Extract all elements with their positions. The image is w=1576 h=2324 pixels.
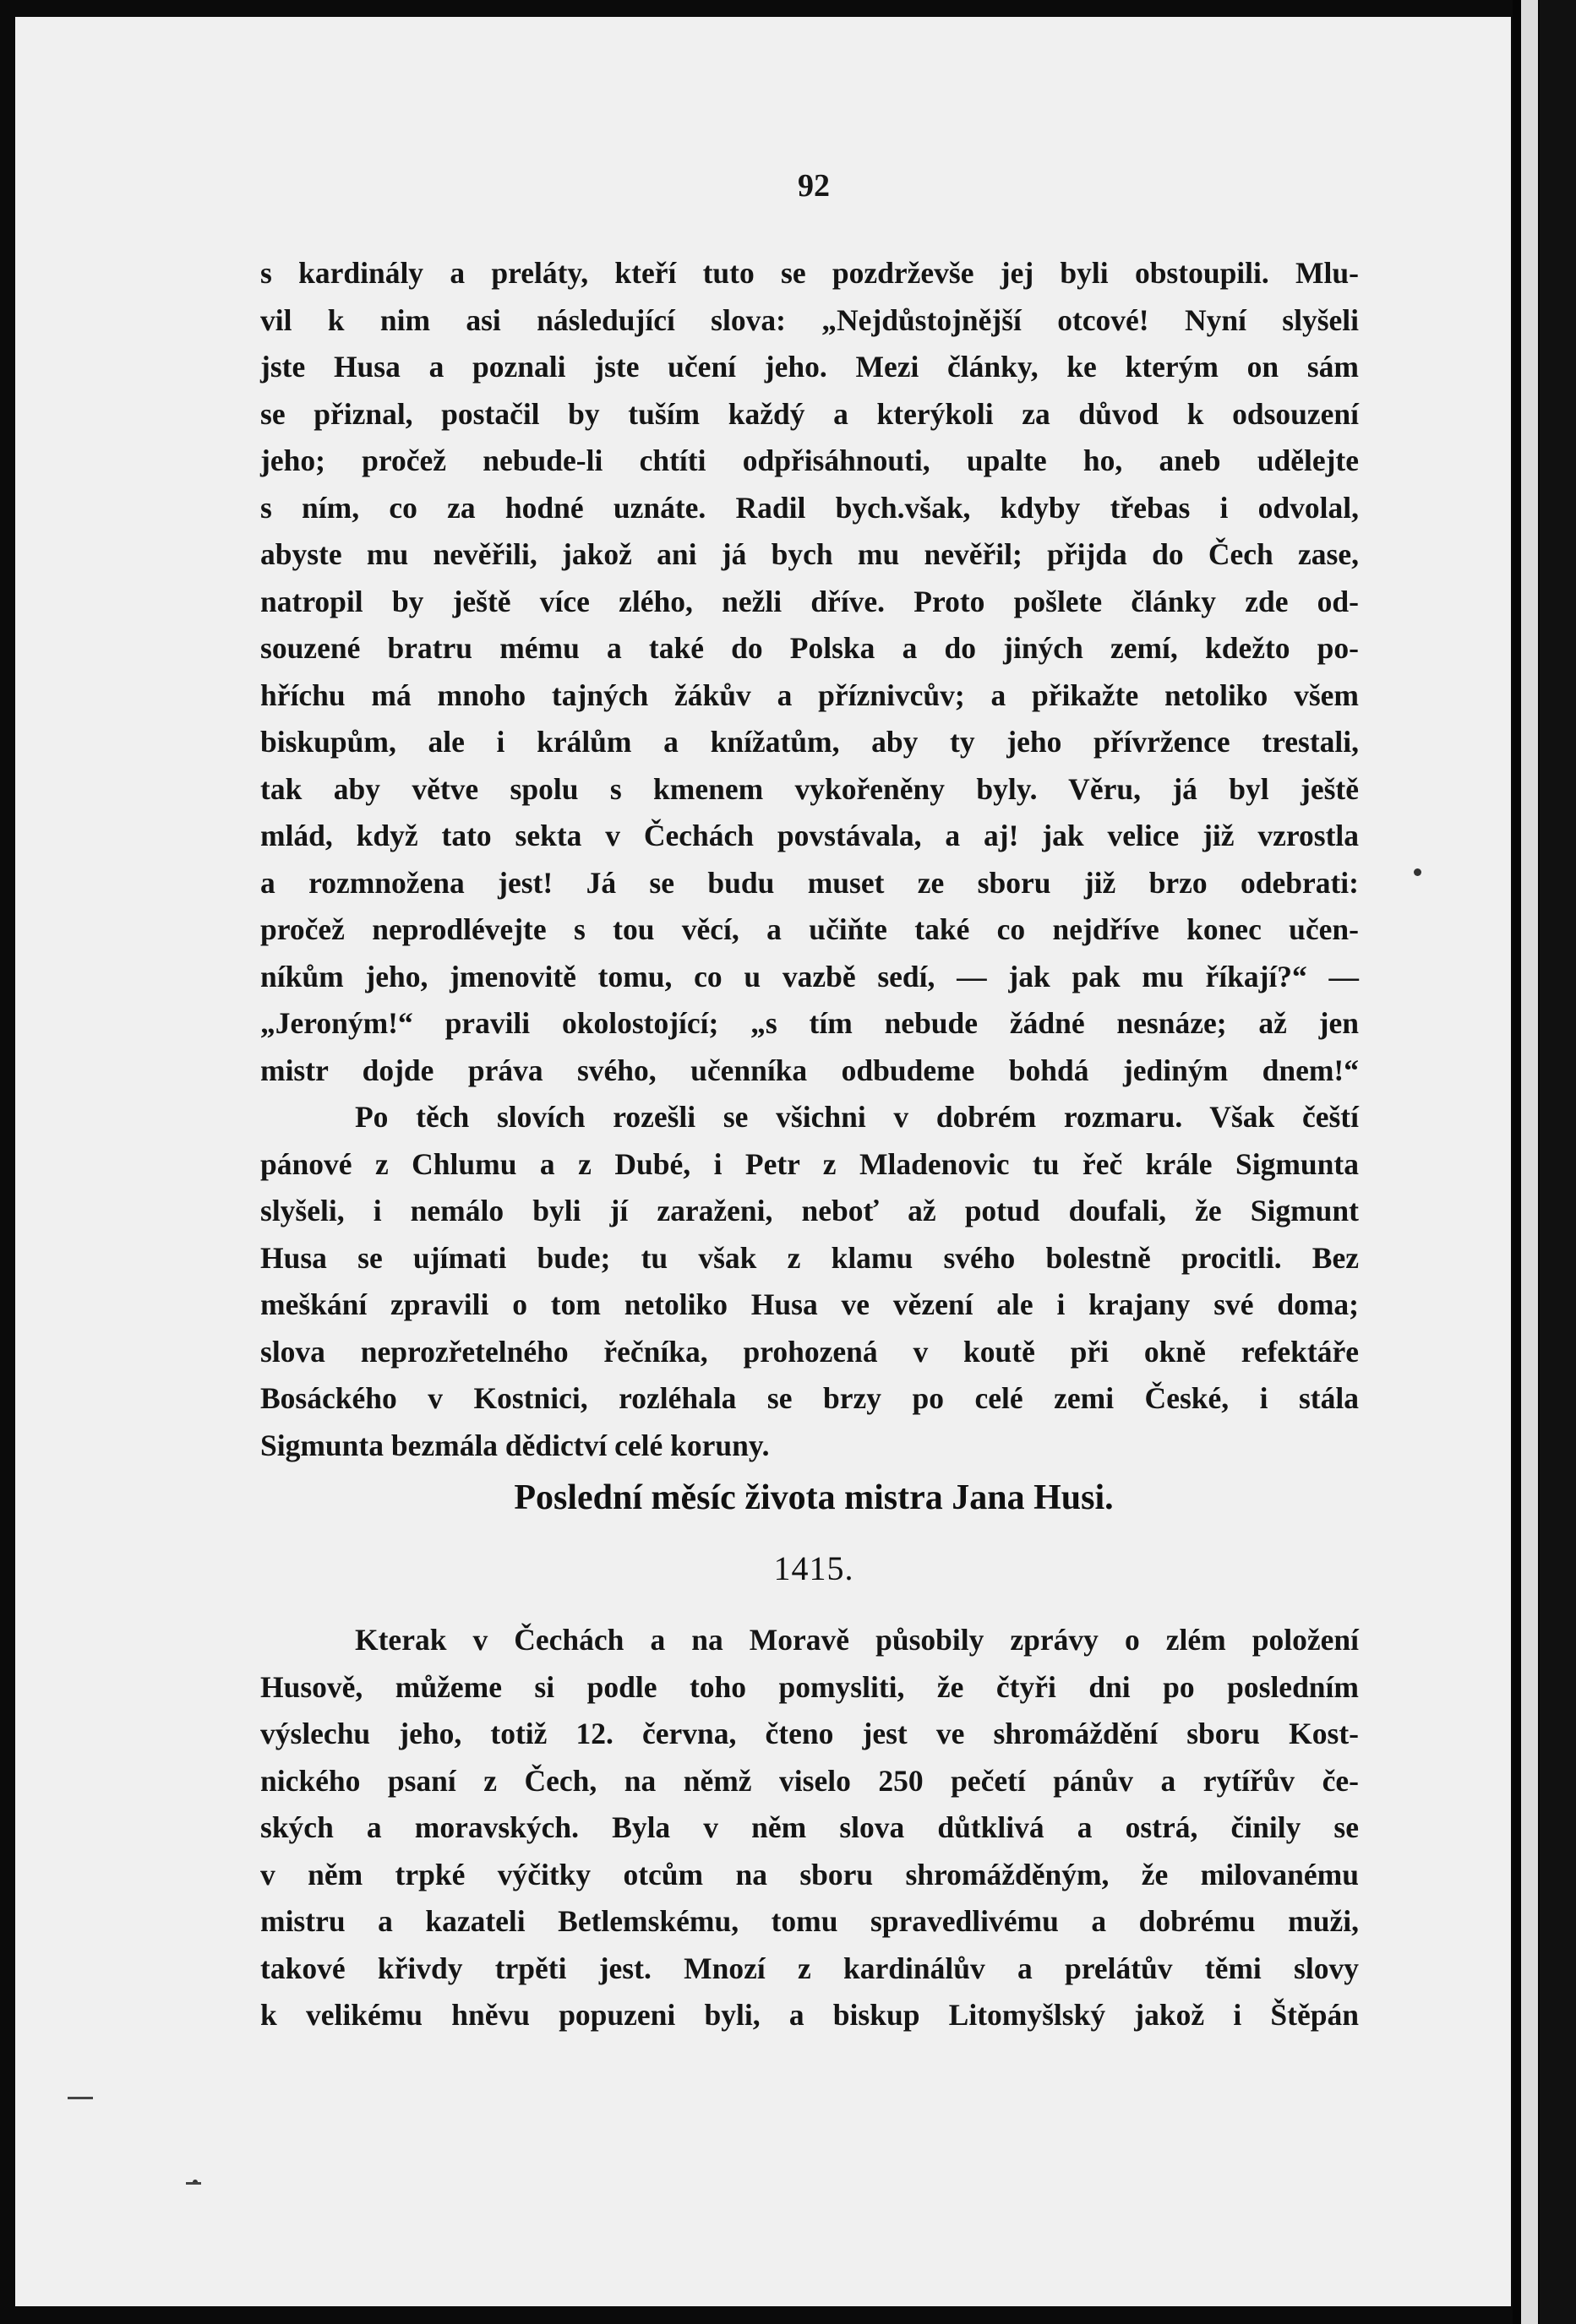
scan-mark [68,2097,93,2099]
text-line: Husa se ujímati bude; tu však z klamu svého bolestně procitli. Bez [260,1240,1359,1275]
text-line: souzené bratru mému a také do Polska a do jiných zemí, kdežto po- [260,631,1359,665]
scan-speck [1414,868,1421,876]
text-line: pročež neprodlévejte s tou věcí, a učiňte také co nejdříve konec učen- [260,912,1359,946]
text-line: abyste mu nevěřili, jakož ani já bych mu nevěřil; přijda do Čech zase, [260,537,1359,571]
text-line: níkům jeho, jmenovitě tomu, co u vazbě sedí, — jak pak mu říkají?“ — [260,959,1359,993]
text-line: se přiznal, postačil by tuším každý a kterýkoli za důvod k odsouzení [260,396,1359,431]
text-line: slova neprozřetelného řečníka, prohozená v koutě při okně refektáře [260,1334,1359,1369]
body-text-upper [260,250,1359,1469]
text-line: a rozmnožena jest! Já se budu muset ze sboru již brzo odebrati: [260,865,1359,900]
text-line: mistru a kazateli Betlemskému, tomu spravedlivému a dobrému muži, [260,1904,1359,1938]
page-number: 92 [798,168,830,204]
text-line: takové křivdy trpěti jest. Mnozí z kardinálův a prelátův těmi slovy [260,1951,1359,1985]
scan-edge-strip [1521,0,1538,2324]
text-line: hříchu má mnoho tajných žákův a příznivcův; a přikažte netoliko všem [260,678,1359,712]
body-text-lower [260,1617,1359,2039]
text-line: Bosáckého v Kostnici, rozléhala se brzy po celé zemi České, i stála [260,1381,1359,1415]
text-line: ských a moravských. Byla v něm slova důtklivá a ostrá, činily se [260,1810,1359,1844]
text-line: Kterak v Čechách a na Moravě působily zprávy o zlém položení [355,1623,1359,1657]
text-line: s ním, co za hodné uznáte. Radil bych.však, kdyby třebas i odvolal, [260,490,1359,525]
text-line: s kardinály a preláty, kteří tuto se pozdrževše jej byli obstoupili. Mlu- [260,256,1359,290]
text-line: vil k nim asi následující slova: „Nejdůstojnější otcové! Nyní slyšeli [260,302,1359,337]
text-line: „Jeroným!“ pravili okolostojící; „s tím nebude žádné nesnáze; až jen [260,1006,1359,1040]
text-line: mistr dojde práva svého, učenníka odbudeme bohdá jediným dnem!“ [260,1053,1359,1087]
text-line: nického psaní z Čech, na němž viselo 250 pečetí pánův a rytířův če- [260,1763,1359,1798]
chapter-heading: Poslední měsíc života mistra Jana Husi. [514,1478,1114,1517]
text-line: Po těch slovích rozešli se všichni v dobrém rozmaru. Však čeští [355,1100,1359,1134]
text-line: Sigmunta bezmála dědictví celé koruny. [260,1428,770,1462]
text-line: v něm trpké výčitky otcům na sboru shromážděným, že milovanému [260,1857,1359,1891]
book-page [15,17,1511,2306]
text-line: meškání zpravili o tom netoliko Husa ve vězení ale i krajany své doma; [260,1287,1359,1321]
text-line: výslechu jeho, totiž 12. června, čteno jest ve shromáždění sboru Kost- [260,1717,1359,1750]
text-line: pánové z Chlumu a z Dubé, i Petr z Mladenovic tu řeč krále Sigmunta [260,1146,1359,1181]
text-line: mlád, když tato sekta v Čechách povstávala, a aj! jak velice již vzrostla [260,819,1359,852]
scan-mark [186,2182,201,2185]
text-line: jste Husa a poznali jste učení jeho. Mezi články, ke kterým on sám [260,350,1359,384]
text-line: biskupům, ale i králům a knížatům, aby ty jeho přívržence trestali, [260,725,1359,759]
text-line: slyšeli, i nemálo byli jí zaraženi, neboť až potud doufali, že Sigmunt [260,1194,1359,1227]
text-line: tak aby větve spolu s kmenem vykořeněny byly. Věru, já byl ještě [260,771,1359,806]
text-line: natropil by ještě více zlého, nežli dříve. Proto pošlete články zde od- [260,584,1359,618]
scan-edge-dark [1540,0,1576,2324]
text-line: k velikému hněvu popuzeni byli, a biskup Litomyšlský jakož i Štěpán [260,1998,1359,2032]
text-line: Husově, můžeme si podle toho pomysliti, že čtyři dni po posledním [260,1669,1359,1704]
chapter-year: 1415. [773,1549,854,1587]
text-line: jeho; pročež nebude-li chtíti odpřisáhnouti, upalte ho, aneb udělejte [260,444,1359,477]
